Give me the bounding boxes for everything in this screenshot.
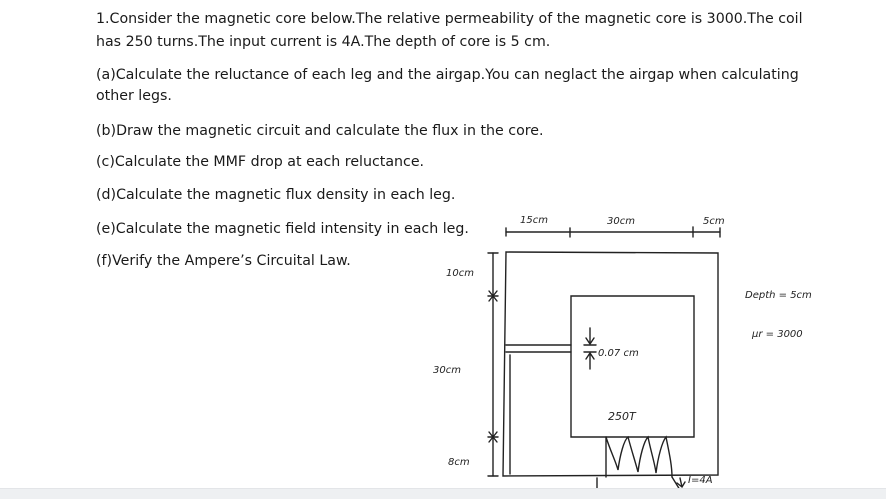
intro-line-2: has 250 turns.The input current is 4A.The depth of core is 5 cm.: [96, 34, 551, 50]
airgap-arrow-bottom: [586, 353, 594, 369]
current-label: I=4A: [688, 475, 713, 486]
dim-label-8cm: 8cm: [448, 457, 470, 468]
part-d: (d)Calculate the magnetic flux density in each leg.: [96, 187, 456, 203]
part-e: (e)Calculate the magnetic field intensity in each leg.: [96, 221, 469, 237]
part-c: (c)Calculate the MMF drop at each reluctance.: [96, 154, 425, 170]
part-a-line-2: other legs.: [96, 88, 172, 104]
dim-label-10cm: 10cm: [446, 268, 474, 279]
part-a-line-1: (a)Calculate the reluctance of each leg and the airgap.You can neglact the airgap when calculating: [96, 67, 799, 83]
airgap-arrow-top: [586, 328, 594, 344]
dim-label-15cm: 15cm: [520, 215, 548, 226]
current-arrow: [677, 478, 685, 487]
dim-label-30cm-top: 30cm: [607, 216, 635, 227]
part-b: (b)Draw the magnetic circuit and calculate the flux in the core.: [96, 123, 544, 139]
page-bottom-divider: [0, 488, 886, 499]
dim-label-30cm-left: 30cm: [433, 365, 461, 376]
dim-label-5cm: 5cm: [703, 216, 725, 227]
coil-winding: [606, 437, 672, 477]
part-f: (f)Verify the Ampere’s Circuital Law.: [96, 253, 351, 269]
depth-label: Depth = 5cm: [745, 290, 812, 301]
permeability-label: μr = 3000: [752, 329, 803, 340]
airgap-label: 0.07 cm: [598, 348, 639, 359]
turns-label: 250T: [608, 410, 636, 423]
intro-line-1: 1.Consider the magnetic core below.The relative permeability of the magnetic core is 3000.The coil: [96, 11, 803, 27]
core-outer-boundary: [503, 252, 718, 476]
